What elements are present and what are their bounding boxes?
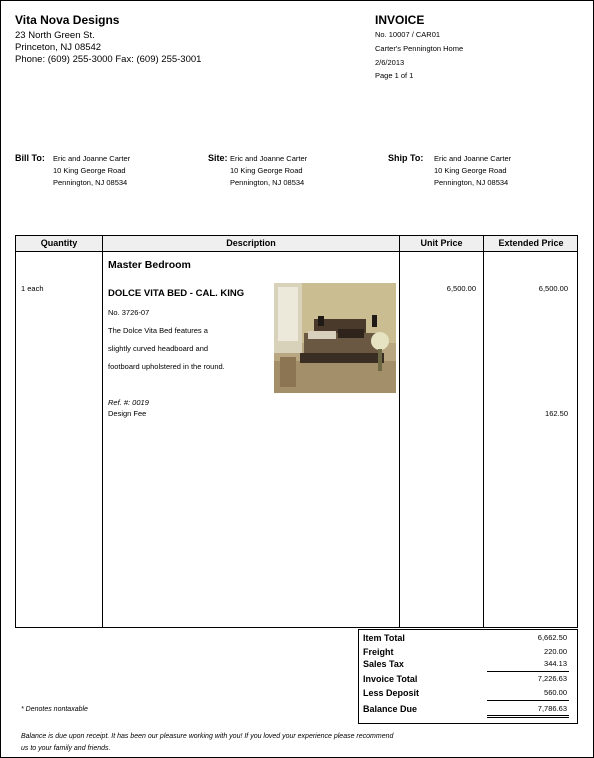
site-label: Site: [208,153,228,163]
ship-to-line: Eric and Joanne Carter [434,154,512,163]
balance-due-label: Balance Due [363,704,418,714]
column-divider [483,236,484,627]
balance-rule [487,700,569,701]
footer-message: Balance is due upon receipt. It has been our pleasure working with you! If you loved your experience please recommend [21,733,394,740]
item-name: DOLCE VITA BED - CAL. KING [108,288,245,299]
site-line: Eric and Joanne Carter [230,154,308,163]
totals-box [358,629,578,724]
item-total-value: 6,662.50 [537,633,567,642]
bill-to-line: Pennington, NJ 08534 [53,178,128,187]
item-number: No. 3726-07 [108,308,150,317]
less-deposit-label: Less Deposit [363,688,420,698]
footer-message: us to your family and friends. [21,745,111,752]
column-divider [102,236,103,627]
unit-price-header: Unit Price [420,238,463,248]
freight-value: 220.00 [544,647,567,656]
design-fee-price: 162.50 [545,409,568,418]
company-phone-fax: Phone: (609) 255-3000 Fax: (609) 255-3001 [15,54,202,65]
invoice-page-number: Page 1 of 1 [375,71,414,80]
invoice-number: No. 10007 / CAR01 [375,30,441,39]
invoice-total-value: 7,226.63 [537,674,567,683]
column-divider [399,236,400,627]
ship-to-line: Pennington, NJ 08534 [434,178,509,187]
description-header: Description [226,238,276,248]
design-fee-label: Design Fee [108,409,147,418]
ship-to-line: 10 King George Road [434,166,507,175]
sales-tax-label: Sales Tax [363,659,404,669]
item-description-line: The Dolce Vita Bed features a [108,326,208,335]
bill-to-line: 10 King George Road [53,166,126,175]
sales-tax-value: 344.13 [544,659,567,668]
bedroom-photo-icon [274,283,396,393]
room-heading: Master Bedroom [108,259,191,271]
invoice-title: INVOICE [375,13,425,27]
bill-to-label: Bill To: [15,153,45,163]
item-extended-price: 6,500.00 [538,284,568,293]
extended-price-header: Extended Price [498,238,564,248]
item-description-line: slightly curved headboard and [108,344,209,353]
invoice-date: 2/6/2013 [375,58,405,67]
balance-double-rule [487,717,569,718]
item-unit-price: 6,500.00 [446,284,476,293]
balance-due-value: 7,786.63 [537,704,567,713]
subtotal-rule [487,671,569,672]
invoice-total-label: Invoice Total [363,674,418,684]
site-line: Pennington, NJ 08534 [230,178,305,187]
bill-to-line: Eric and Joanne Carter [53,154,131,163]
invoice-project: Carter's Pennington Home [375,44,464,53]
quantity-header: Quantity [40,238,78,248]
item-quantity: 1 each [21,284,44,293]
company-city: Princeton, NJ 08542 [15,42,102,53]
company-name: Vita Nova Designs [15,13,120,27]
item-total-label: Item Total [363,633,405,643]
company-street: 23 North Green St. [15,30,95,41]
fee-reference: Ref. #: 0019 [108,398,149,407]
site-line: 10 King George Road [230,166,303,175]
less-deposit-value: 560.00 [544,688,567,697]
ship-to-label: Ship To: [388,153,424,163]
item-description-line: footboard upholstered in the round. [108,362,225,371]
line-items-table [15,235,578,628]
nontaxable-note: * Denotes nontaxable [21,706,88,713]
freight-label: Freight [363,647,394,657]
balance-double-rule [487,715,569,716]
